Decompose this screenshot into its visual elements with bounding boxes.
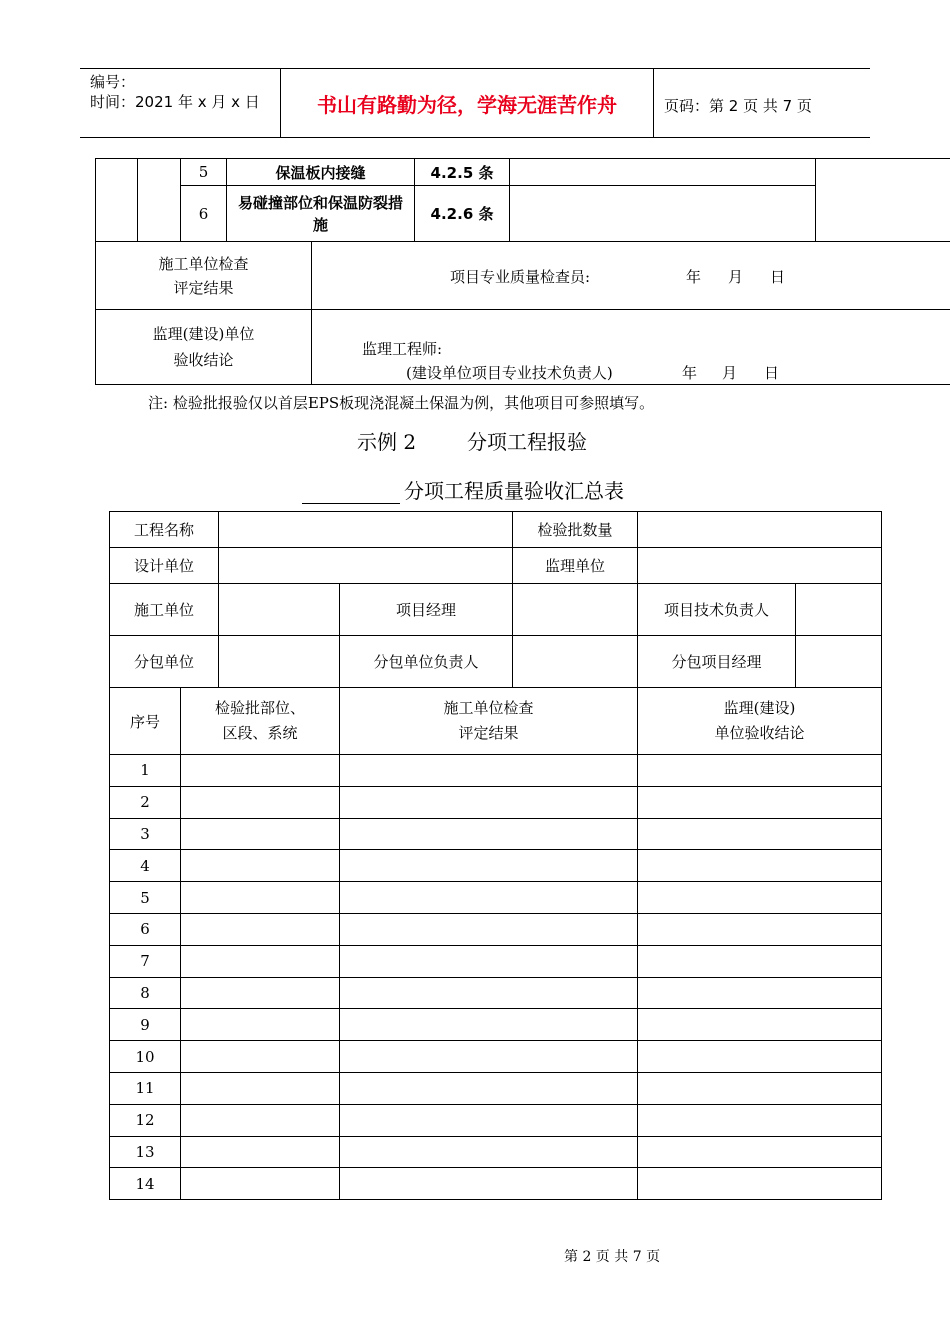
table-row [110, 1041, 882, 1073]
construction-result-cell[interactable] [340, 818, 638, 850]
row-number: 5 [181, 159, 227, 186]
table-row [110, 755, 882, 787]
supervision-unit-value[interactable] [638, 548, 882, 584]
row-number: 6 [181, 186, 227, 242]
supervision-result-cell[interactable] [638, 1168, 882, 1200]
supervision-result-cell[interactable] [638, 945, 882, 977]
header-meta [80, 69, 281, 137]
quality-inspector-label: 项目专业质量检查员: [450, 268, 591, 286]
subcontract-lead-value[interactable] [513, 636, 638, 688]
location-cell[interactable] [181, 755, 340, 787]
project-name-label: 工程名称 [110, 512, 219, 548]
col-location-header: 检验批部位、 区段、系统 [181, 688, 340, 755]
supervision-unit-label: 监理单位 [513, 548, 638, 584]
design-unit-label: 设计单位 [110, 548, 219, 584]
row-number: 11 [110, 1072, 181, 1104]
blank-cell [816, 159, 950, 242]
subcontract-lead-label: 分包单位负责人 [340, 636, 513, 688]
clause-ref: 4.2.5 条 [415, 159, 510, 186]
date-day: 日 [764, 364, 780, 382]
tech-lead-value[interactable] [796, 584, 882, 636]
design-unit-value[interactable] [219, 548, 513, 584]
subcontract-pm-label: 分包项目经理 [638, 636, 796, 688]
col-supervision-header: 监理(建设) 单位验收结论 [638, 688, 882, 755]
result-cell[interactable] [510, 186, 816, 242]
supervision-cell[interactable] [312, 310, 950, 385]
col-construction-header: 施工单位检查 评定结果 [340, 688, 638, 755]
summary-title-line [302, 475, 624, 504]
table-row [110, 850, 882, 882]
tech-lead-label: (建设单位项目专业技术负责人) [406, 364, 613, 382]
tech-lead-label: 项目技术负责人 [638, 584, 796, 636]
row-number: 8 [110, 977, 181, 1009]
page-footer: 第 2 页 共 7 页 [564, 1249, 661, 1265]
row-number: 5 [110, 882, 181, 914]
supervision-result-cell[interactable] [638, 786, 882, 818]
summary-table [109, 511, 882, 1200]
construction-result-cell[interactable] [340, 786, 638, 818]
location-cell[interactable] [181, 850, 340, 882]
location-cell[interactable] [181, 786, 340, 818]
row-number: 12 [110, 1104, 181, 1136]
summary-rows [110, 755, 882, 1200]
construction-result-cell[interactable] [340, 1009, 638, 1041]
construction-unit-label: 施工单位 [110, 584, 219, 636]
construction-result-cell[interactable] [340, 1104, 638, 1136]
table-row [110, 1104, 882, 1136]
construction-result-cell[interactable] [340, 755, 638, 787]
row-number: 6 [110, 913, 181, 945]
location-cell[interactable] [181, 1136, 340, 1168]
location-cell[interactable] [181, 882, 340, 914]
supervision-result-cell[interactable] [638, 1072, 882, 1104]
construction-check-cell[interactable] [312, 242, 950, 310]
location-cell[interactable] [181, 1072, 340, 1104]
row-number: 13 [110, 1136, 181, 1168]
construction-result-cell[interactable] [340, 1072, 638, 1104]
summary-title: 分项工程质量验收汇总表 [404, 479, 624, 503]
date-month: 月 [728, 268, 744, 286]
blank-cell [138, 159, 181, 242]
supervision-result-cell[interactable] [638, 755, 882, 787]
code-label: 编号： [90, 73, 136, 91]
table-row [110, 1136, 882, 1168]
clause-ref: 4.2.6 条 [415, 186, 510, 242]
date-day: 日 [770, 268, 786, 286]
result-cell[interactable] [510, 159, 816, 186]
table-row [110, 1009, 882, 1041]
batch-count-value[interactable] [638, 512, 882, 548]
page-header [80, 68, 870, 138]
row-number: 2 [110, 786, 181, 818]
row-number: 9 [110, 1009, 181, 1041]
row-number: 4 [110, 850, 181, 882]
row-number: 10 [110, 1041, 181, 1073]
table-row [110, 1168, 882, 1200]
example-title: 示例 2 分项工程报验 [357, 430, 587, 454]
table-row [110, 977, 882, 1009]
supervision-result-cell[interactable] [638, 882, 882, 914]
title-blank[interactable] [302, 481, 400, 504]
supervision-result-cell[interactable] [638, 1041, 882, 1073]
location-cell[interactable] [181, 977, 340, 1009]
supervision-label: 监理(建设)单位 验收结论 [96, 310, 312, 385]
date-year: 年 [682, 364, 698, 382]
location-cell[interactable] [181, 818, 340, 850]
row-number: 7 [110, 945, 181, 977]
subcontract-unit-value[interactable] [219, 636, 340, 688]
location-cell[interactable] [181, 1168, 340, 1200]
construction-result-cell[interactable] [340, 1168, 638, 1200]
table-row [110, 945, 882, 977]
construction-result-cell[interactable] [340, 882, 638, 914]
construction-unit-value[interactable] [219, 584, 340, 636]
table-row [110, 913, 882, 945]
construction-result-cell[interactable] [340, 945, 638, 977]
construction-result-cell[interactable] [340, 1041, 638, 1073]
inspection-table [95, 158, 950, 385]
supervision-result-cell[interactable] [638, 1136, 882, 1168]
supervision-result-cell[interactable] [638, 818, 882, 850]
date-year: 年 [686, 268, 702, 286]
supervision-result-cell[interactable] [638, 850, 882, 882]
item-name: 易碰撞部位和保温防裂措施 [227, 186, 415, 242]
page-info: 页码：第 2 页 共 7 页 [664, 97, 812, 115]
supervision-result-cell[interactable] [638, 1104, 882, 1136]
project-manager-label: 项目经理 [340, 584, 513, 636]
supervision-result-cell[interactable] [638, 913, 882, 945]
item-name: 保温板内接缝 [227, 159, 415, 186]
location-cell[interactable] [181, 913, 340, 945]
construction-result-cell[interactable] [340, 850, 638, 882]
time-label: 时间：2021 年 x 月 x 日 [90, 93, 260, 111]
project-name-value[interactable] [219, 512, 513, 548]
location-cell[interactable] [181, 945, 340, 977]
table-row [110, 818, 882, 850]
col-seq-header: 序号 [110, 688, 181, 755]
location-cell[interactable] [181, 1009, 340, 1041]
supervision-result-cell[interactable] [638, 977, 882, 1009]
note: 注: 检验批报验仅以首层EPS板现浇混凝土保温为例，其他项目可参照填写。 [148, 394, 655, 412]
subcontract-pm-value[interactable] [796, 636, 882, 688]
table-row [110, 1072, 882, 1104]
construction-check-label: 施工单位检查 评定结果 [96, 242, 312, 310]
supervision-result-cell[interactable] [638, 1009, 882, 1041]
location-cell[interactable] [181, 1041, 340, 1073]
row-number: 1 [110, 755, 181, 787]
construction-result-cell[interactable] [340, 1136, 638, 1168]
table-row [110, 882, 882, 914]
subcontract-unit-label: 分包单位 [110, 636, 219, 688]
location-cell[interactable] [181, 1104, 340, 1136]
supervisor-label: 监理工程师: [362, 340, 443, 358]
project-manager-value[interactable] [513, 584, 638, 636]
row-number: 14 [110, 1168, 181, 1200]
motto: 书山有路勤为径，学海无涯苦作舟 [281, 69, 654, 137]
blank-cell [96, 159, 138, 242]
batch-count-label: 检验批数量 [513, 512, 638, 548]
construction-result-cell[interactable] [340, 977, 638, 1009]
table-row [110, 786, 882, 818]
row-number: 3 [110, 818, 181, 850]
construction-result-cell[interactable] [340, 913, 638, 945]
date-month: 月 [722, 364, 738, 382]
